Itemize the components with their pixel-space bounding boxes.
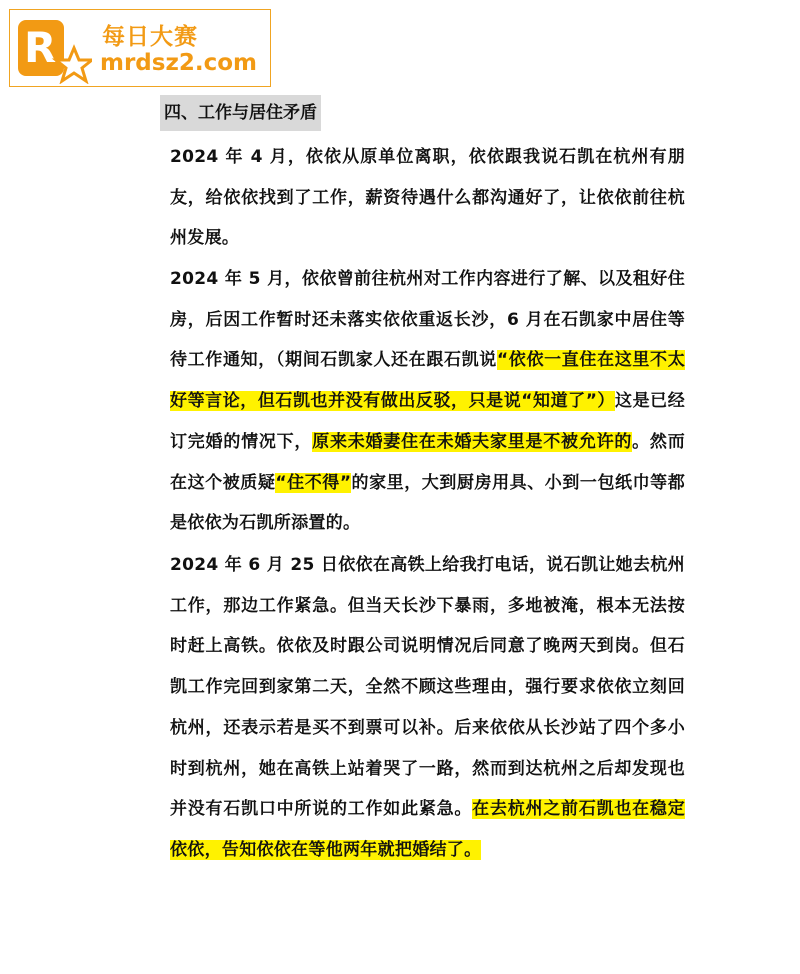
- paragraph-2-text-c: 。然而在这个被质疑: [170, 431, 685, 493]
- section-heading: 四、工作与居住矛盾: [160, 95, 321, 131]
- site-logo: [9, 9, 271, 87]
- paragraph-2: [120, 259, 685, 544]
- paragraph-2-text-b: 这是已经订完婚的情况下，: [170, 391, 685, 452]
- highlight-quote-3: “住不得”: [275, 472, 352, 493]
- logo-title: 每日大赛: [102, 24, 198, 50]
- paragraph-2-text-a: 2024 年 5 月，依依曾前往杭州对工作内容进行了解、以及租好住房，后因工作暂时还未落实依依重返长沙，6 月在石凯家中居住等待工作通知，（期间石凯家人还在跟石凯说: [170, 269, 685, 371]
- logo-badge-icon: [16, 18, 92, 84]
- paragraph-3-text: 2024 年 6 月 25 日依依在高铁上给我打电话，说石凯让她去杭州工作，那边工作紧急。但当天长沙下暴雨，多地被淹，根本无法按时赶上高铁。依依及时跟公司说明情况后同意了晚两天到岗。但石凯工作完回到家第二天，全然不顾这些理由，强行要求依依立刻回杭州，还表示若是买不到票可以补。后来依依从长沙站了四个多小时到杭州，她在高铁上站着哭了一路，然而到达杭州之后却发现也并没有石凯口中所说的工作如此紧急。: [170, 555, 685, 820]
- paragraph-1-text: 2024 年 4 月，依依从原单位离职，依依跟我说石凯在杭州有朋友，给依依找到了工作，薪资待遇什么都沟通好了，让依依前往杭州发展。: [170, 147, 685, 249]
- highlight-quote-1: “依依一直住在这里不太好等言论，但石凯也并没有做出反驳，只是说“知道了”）: [170, 350, 685, 412]
- logo-url: mrdsz2.com: [100, 50, 257, 76]
- paragraph-3: [120, 545, 685, 871]
- paragraph-2-text-d: 的家里，大到厨房用具、小到一包纸巾等都是依依为石凯所添置的。: [170, 472, 685, 534]
- paragraph-1: [120, 137, 685, 259]
- highlight-quote-4: 在去杭州之前石凯也在稳定依依，告知依依在等他两年就把婚结了。: [170, 799, 685, 860]
- highlight-quote-2: 原来未婚妻住在未婚夫家里是不被允许的: [312, 431, 633, 452]
- svg-text:R: R: [24, 23, 57, 72]
